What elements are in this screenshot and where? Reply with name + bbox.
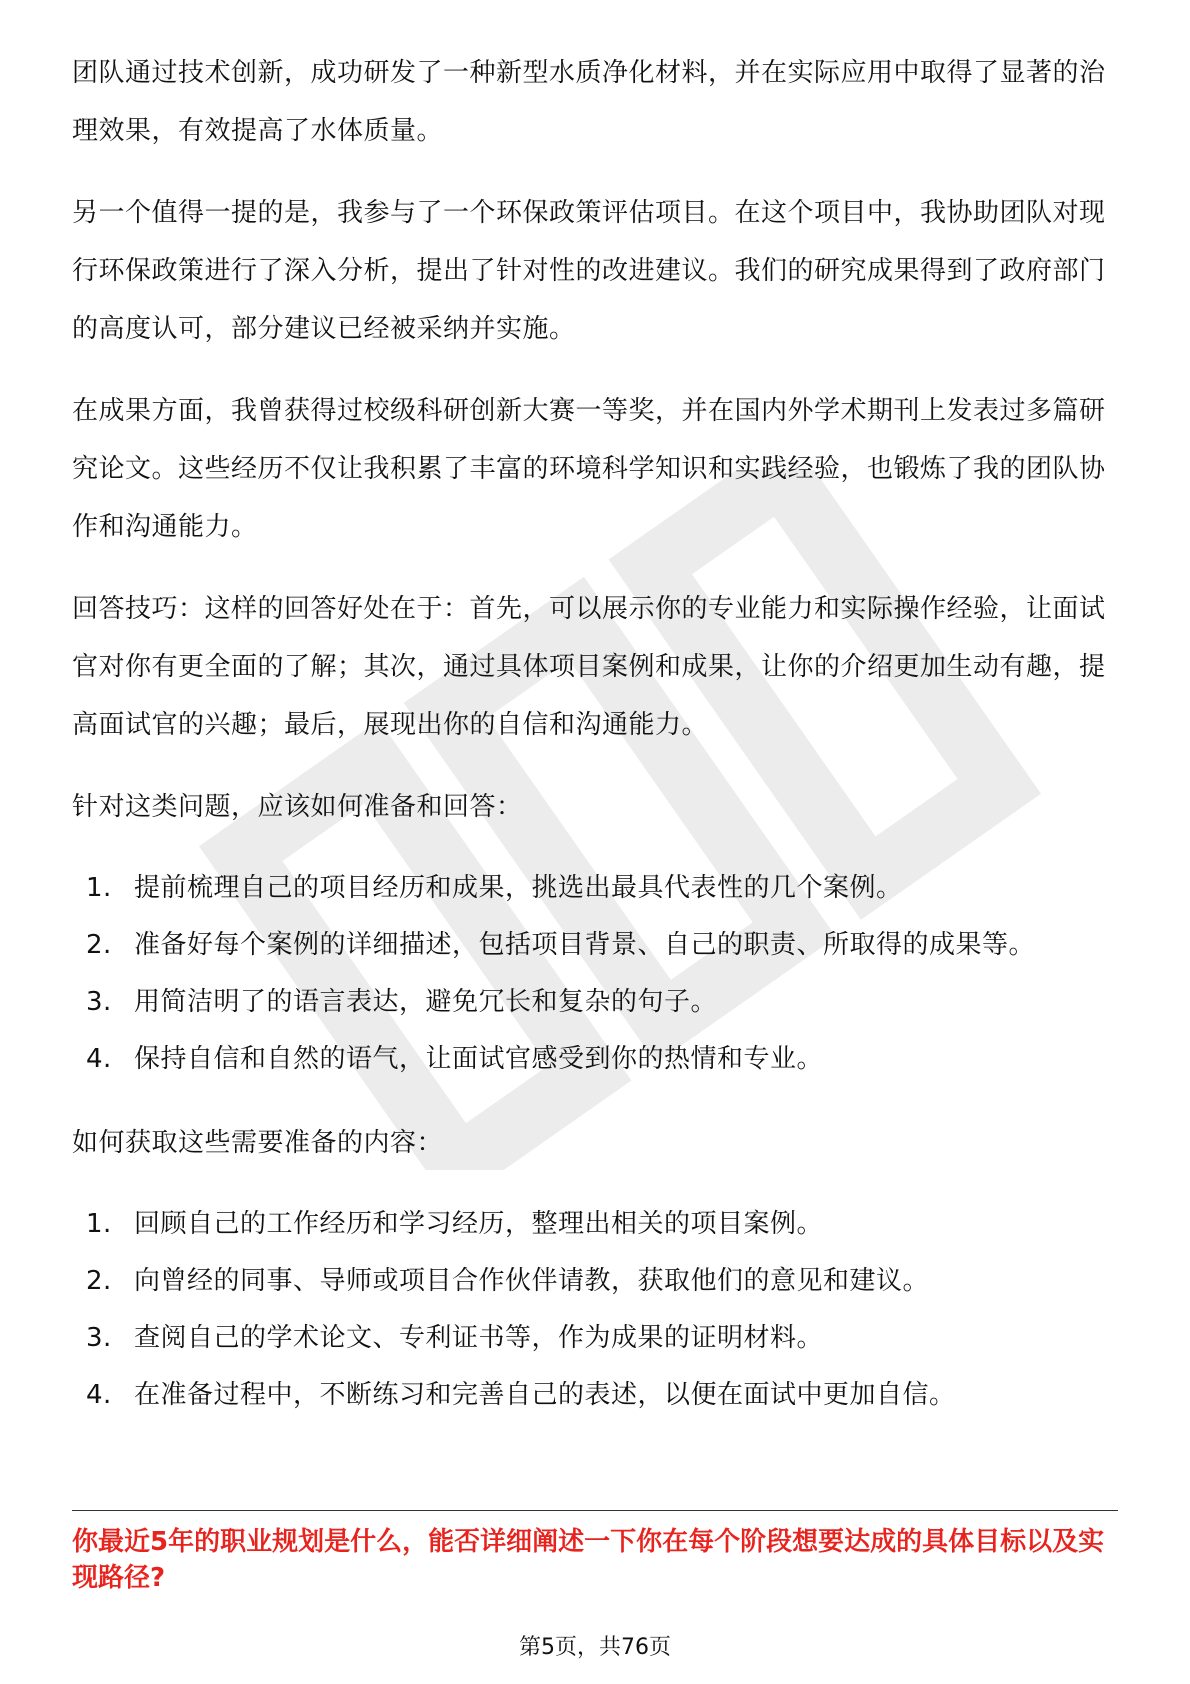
list-item bbox=[72, 974, 1118, 1031]
list-text: 向曾经的同事、导师或项目合作伙伴请教，获取他们的意见和建议。 bbox=[134, 1266, 930, 1296]
list-number: 3. bbox=[86, 987, 112, 1017]
list-number: 1. bbox=[86, 873, 112, 903]
list-text: 保持自信和自然的语气，让面试官感受到你的热情和专业。 bbox=[134, 1044, 824, 1074]
list-item bbox=[72, 1253, 1118, 1310]
list-item bbox=[72, 1031, 1118, 1088]
list-number: 4. bbox=[86, 1044, 112, 1074]
list-number: 2. bbox=[86, 930, 112, 960]
page-footer: 第5页，共76页 bbox=[519, 1635, 671, 1660]
next-question-heading: 你最近5年的职业规划是什么，能否详细阐述一下你在每个阶段想要达成的具体目标以及实现路径? bbox=[72, 1527, 1105, 1593]
list-text: 在准备过程中，不断练习和完善自己的表述，以便在面试中更加自信。 bbox=[134, 1380, 956, 1410]
list-number: 3. bbox=[86, 1323, 112, 1353]
list-item bbox=[72, 917, 1118, 974]
prep-list bbox=[72, 860, 1118, 1088]
list-item bbox=[72, 1310, 1118, 1367]
list-item bbox=[72, 1367, 1118, 1424]
prep-heading: 针对这类问题，应该如何准备和回答： bbox=[72, 792, 523, 822]
list-number: 1. bbox=[86, 1209, 112, 1239]
gather-heading: 如何获取这些需要准备的内容： bbox=[72, 1128, 444, 1158]
list-text: 回顾自己的工作经历和学习经历，整理出相关的项目案例。 bbox=[134, 1209, 824, 1239]
paragraph-answer-tips: 回答技巧：这样的回答好处在于：首先，可以展示你的专业能力和实际操作经验，让面试官对你有更全面的了解；其次，通过具体项目案例和成果，让你的介绍更加生动有趣，提高面试官的兴趣；最后，展现出你的自信和沟通能力。 bbox=[72, 594, 1106, 740]
list-item bbox=[72, 1196, 1118, 1253]
list-item bbox=[72, 860, 1118, 917]
main-content bbox=[72, 44, 1118, 1450]
gather-list bbox=[72, 1196, 1118, 1424]
section-divider bbox=[72, 1510, 1118, 1511]
paragraph-team-innovation: 团队通过技术创新，成功研发了一种新型水质净化材料，并在实际应用中取得了显著的治理效果，有效提高了水体质量。 bbox=[72, 58, 1106, 146]
list-text: 查阅自己的学术论文、专利证书等，作为成果的证明材料。 bbox=[134, 1323, 824, 1353]
list-text: 提前梳理自己的项目经历和成果，挑选出最具代表性的几个案例。 bbox=[134, 873, 903, 903]
list-text: 用简洁明了的语言表达，避免冗长和复杂的句子。 bbox=[134, 987, 718, 1017]
list-number: 2. bbox=[86, 1266, 112, 1296]
list-number: 4. bbox=[86, 1380, 112, 1410]
paragraph-policy-project: 另一个值得一提的是，我参与了一个环保政策评估项目。在这个项目中，我协助团队对现行环保政策进行了深入分析，提出了针对性的改进建议。我们的研究成果得到了政府部门的高度认可，部分建议已经被采纳并实施。 bbox=[72, 198, 1106, 344]
paragraph-achievements: 在成果方面，我曾获得过校级科研创新大赛一等奖，并在国内外学术期刊上发表过多篇研究论文。这些经历不仅让我积累了丰富的环境科学知识和实践经验，也锻炼了我的团队协作和沟通能力。 bbox=[72, 396, 1106, 542]
list-text: 准备好每个案例的详细描述，包括项目背景、自己的职责、所取得的成果等。 bbox=[134, 930, 1036, 960]
